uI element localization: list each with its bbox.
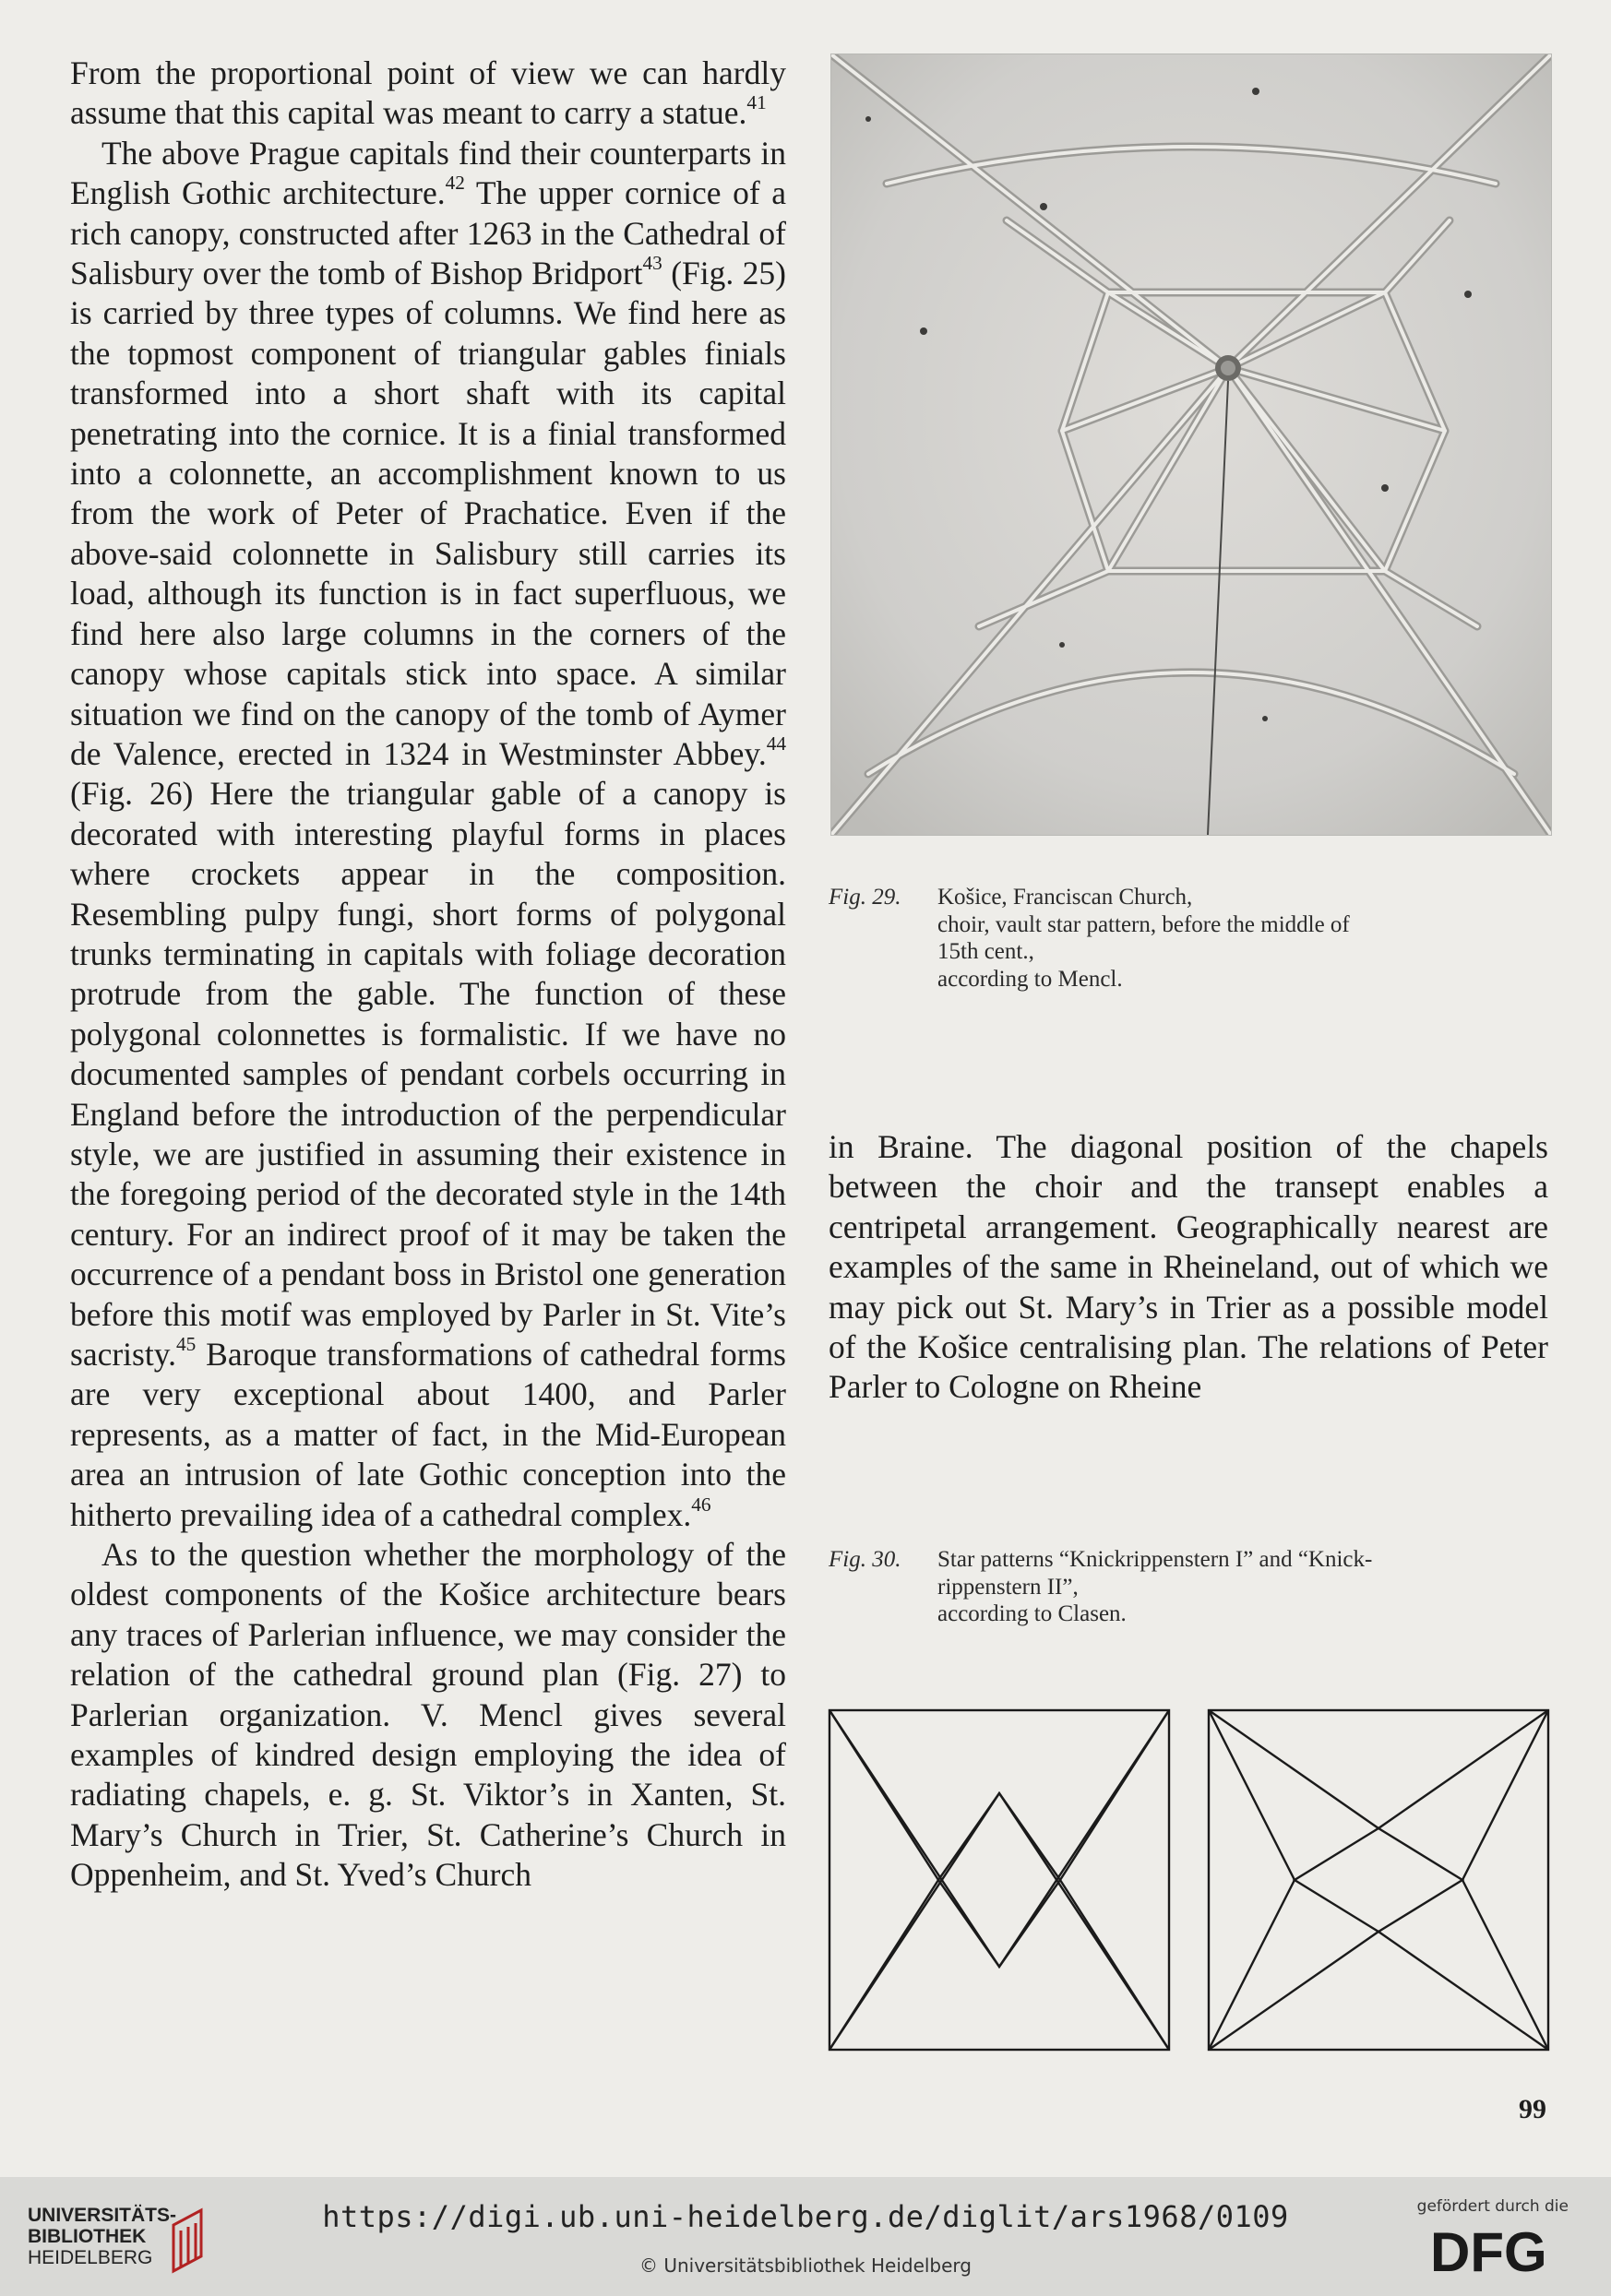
caption-line: 15th cent., — [937, 939, 1034, 964]
caption-line: choir, vault star pattern, before the middle of — [937, 911, 1350, 937]
footnote-ref[interactable]: 46 — [691, 1493, 711, 1516]
caption-line: Star patterns “Knickrippenstern I” and “Knick- — [937, 1547, 1373, 1572]
paragraph-1: From the proportional point of view we can hardly assume that this capital was meant to carry a statue.$^{41}$ — [70, 54, 786, 132]
figure-label: Fig. 29. — [829, 885, 901, 910]
paragraph-2: The above Prague capitals find their counterparts in English Gothic architecture.$^{42}$ The upper cornice of a rich canopy, constructed after 1263 in the Cathedral of Salisbury over the tomb of Bishop Bridport$^{43}$ (Fig. 25) is carried by three types of columns. We find here as the topmost component of triangular gables finials transformed into a short shaft with its capital penetrating into the cornice. It is a finial transformed into a colonnette, an accomplishment known to us from the work of Peter of Prachatice. Even if the above-said colonnette in Salisbury still carries its load, although its function is in fact superfluous, we find here also large columns in the corners of the canopy whose capitals stick into space. A similar situation we find on the canopy of the tomb of Aymer de Valence, erected in 1324 in Westminster Abbey.$^{44}$ (Fig. 26) Here the triangular gable of a canopy is decorated with interesting playful forms in places where crockets appear in the composition. Resembling pulpy fungi, short forms of polygonal trunks terminating in capitals with foliage decoration protrude from the gable. The function of these polygonal colonnettes is formalistic. If we have no documented samples of pendant corbels occurring in England before the introduction of the perpendicular style, we are justified in assuming their existence in the foregoing period of the decorated style in the 14th century. For an indirect proof of it may be taken the occurrence of a pendant boss in Bristol one generation before this motif was employed by Parler in St. Vite’s sacristy.$^{45}$ Baroque transformations of cathedral forms are very exceptional about 1400, and Parler represents, as a matter of fact, in the Mid-European area an intrusion of late Gothic conception into the hitherto prevailing idea of a cathedral complex.$^{46}$ — [70, 134, 786, 1533]
caption-line: Košice, Franciscan Church, — [937, 885, 1193, 910]
copyright-notice: © Universitätsbibliothek Heidelberg — [638, 2254, 972, 2277]
star-pattern-diagram-2 — [1207, 1708, 1550, 2052]
caption-line: according to Mencl. — [937, 966, 1123, 992]
page-number: 99 — [1519, 2094, 1546, 2124]
logo-line: HEIDELBERG — [28, 2247, 153, 2268]
star-pattern-diagram-1 — [828, 1708, 1171, 2052]
right-text-column — [829, 1127, 1548, 1408]
footnote-ref[interactable]: 43 — [642, 252, 662, 275]
fig30-caption — [829, 1546, 1548, 1638]
fig29-caption — [829, 884, 1548, 1022]
funding-note: gefördert durch die — [1416, 2197, 1569, 2216]
dfg-logo-text: DFG — [1430, 2221, 1547, 2278]
permalink-url[interactable]: https://digi.ub.uni-heidelberg.de/diglit/ars1968/0109 — [322, 2199, 1289, 2234]
vault-photograph — [830, 54, 1552, 836]
footnote-ref[interactable]: 44 — [766, 732, 786, 755]
caption-text — [937, 884, 1350, 993]
footnote-ref[interactable]: 41 — [746, 91, 767, 114]
paragraph-right: in Braine. The diagonal position of the chapels between the choir and the transept enables a centripetal arrangement. Geographically nearest are examples of the same in Rheineland, out of which we may pick out St. Mary’s in Trier as a possible model of the Košice centralising plan. The relations of Peter Parler to Cologne on Rheine — [829, 1128, 1548, 1406]
caption-line: according to Clasen. — [937, 1601, 1127, 1626]
footnote-ref[interactable]: 42 — [445, 172, 465, 195]
logo-line: UNIVERSITÄTS- — [28, 2205, 177, 2226]
footnote-ref[interactable]: 45 — [176, 1333, 197, 1356]
caption-text — [937, 1546, 1372, 1628]
paragraph-3: As to the question whether the morphology of the oldest components of the Košice architecture bears any traces of Parlerian influence, we may consider the relation of the cathedral ground plan (Fig. 27) to Parlerian organization. V. Mencl gives several examples of kindred design employing the idea of radiating chapels, e. g. St. Viktor’s in Xanten, St. Mary’s Church in Trier, St. Catherine’s Church in Oppenheim, and St. Yved’s Church — [70, 1536, 786, 1894]
left-text-column — [70, 54, 786, 1896]
viewer-footer — [0, 2177, 1611, 2296]
dfg-logo[interactable] — [1426, 2221, 1583, 2278]
logo-line: BIBLIOTHEK — [28, 2226, 147, 2247]
caption-line: rippenstern II”, — [937, 1574, 1079, 1600]
figure-label: Fig. 30. — [829, 1547, 901, 1572]
